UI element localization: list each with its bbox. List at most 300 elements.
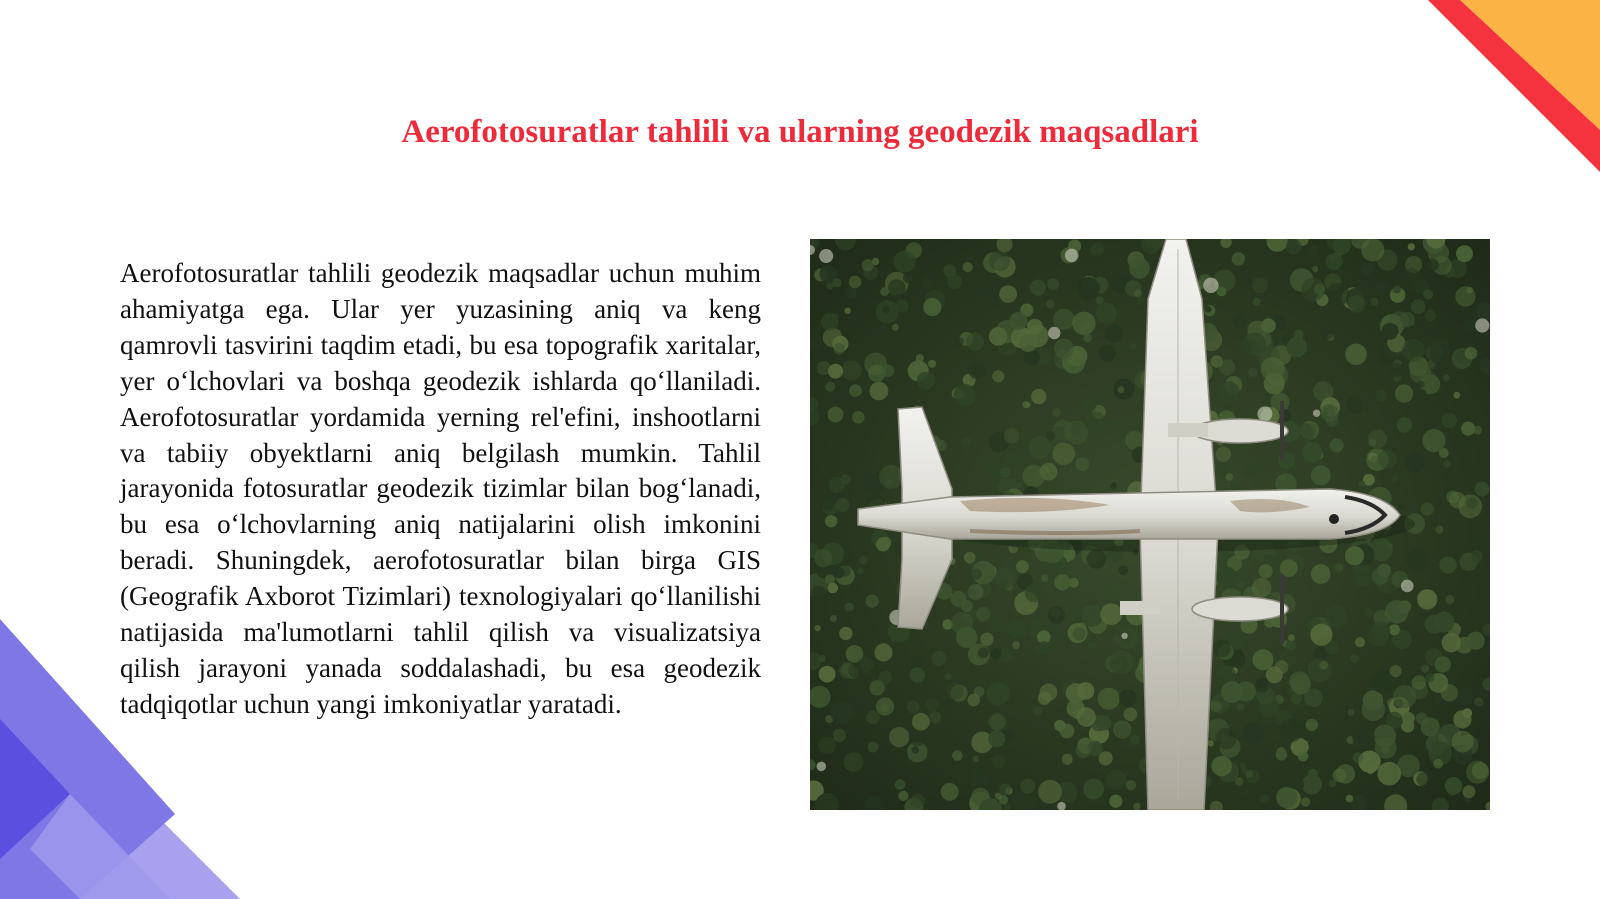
tree-crown [999,285,1017,303]
tree-crown [981,281,1002,302]
tree-crown [1113,720,1131,738]
tree-crown [1130,734,1140,744]
tree-crown [1329,780,1336,787]
tree-crown [840,475,850,485]
tree-crown [1279,719,1303,743]
tree-crown [1433,696,1441,704]
tree-crown [1025,402,1031,408]
tree-crown [1077,707,1096,726]
tree-crown [1321,326,1334,339]
tree-crown [1048,606,1065,623]
tree-crown [1346,397,1363,414]
tree-crown [868,742,879,753]
tree-crown [1091,243,1104,256]
tree-crown [1041,574,1049,582]
tree-crown [888,279,906,297]
light-spot [817,762,827,772]
tree-crown [1378,450,1397,469]
tree-crown [1256,250,1273,267]
tree-crown [1020,779,1035,794]
tree-crown [976,607,991,622]
tree-crown [882,364,895,377]
tree-crown [990,618,1004,632]
light-spot [1313,410,1320,417]
tree-crown [852,411,865,424]
tree-crown [1046,300,1055,309]
light-spot [1203,278,1218,293]
tree-crown [1205,306,1212,313]
tree-crown [1363,756,1369,762]
tree-crown [849,276,862,289]
tree-crown [848,663,863,678]
tree-crown [1330,439,1344,453]
tree-crown [1326,253,1343,270]
tree-crown [1287,337,1308,358]
tree-crown [1346,795,1354,803]
tree-crown [1377,762,1401,786]
tree-crown [1025,583,1044,602]
tree-crown [1259,794,1269,804]
tree-crown [1370,297,1379,306]
tree-crown [1000,581,1013,594]
tree-crown [1276,749,1287,760]
tree-crown [980,633,993,646]
tree-crown [1433,611,1454,632]
tree-crown [970,769,987,786]
tree-crown [1350,654,1359,663]
tree-crown [1433,759,1443,769]
tree-crown [1242,332,1266,356]
tree-crown [1382,323,1399,340]
tree-crown [1028,436,1051,459]
tree-crown [987,682,1010,705]
tree-crown [1261,357,1285,381]
tree-crown [1052,408,1061,417]
tree-crown [995,793,1002,800]
tree-crown [1376,282,1388,294]
slide-title: Aerofotosuratlar tahlili va ularning geodezik maqsadlari [401,114,1199,150]
tree-crown [844,308,851,315]
tree-crown [1411,299,1426,314]
tree-crown [945,699,953,707]
tree-crown [876,537,890,551]
tree-crown [810,586,827,603]
tree-crown [1073,627,1086,640]
tree-crown [859,556,868,565]
tree-crown [973,756,979,762]
tree-crown [1237,703,1245,711]
tree-crown [992,755,1005,768]
tree-crown [862,259,874,271]
tree-crown [1427,259,1439,271]
tree-crown [1077,277,1100,300]
tree-crown [1248,368,1257,377]
tree-crown [1253,298,1261,306]
tree-crown [990,648,1001,659]
tree-crown [1054,574,1070,590]
tree-crown [1110,483,1117,490]
tree-crown [952,750,963,761]
tree-crown [1310,624,1332,646]
tree-crown [830,615,837,622]
light-spot [1065,249,1079,263]
tree-crown [911,733,924,746]
tree-crown [1083,334,1092,343]
tree-crown [883,306,890,313]
tree-crown [828,583,839,594]
tree-crown [1252,578,1272,598]
tree-crown [1004,804,1011,810]
tree-crown [866,595,879,608]
tree-crown [1466,497,1477,508]
tree-crown [1417,389,1427,399]
corner-decoration-top-right [1400,0,1600,200]
tree-crown [893,251,915,273]
tree-crown [1288,634,1295,641]
tree-crown [1235,777,1243,785]
tree-crown [1031,389,1046,404]
tree-crown [912,655,924,667]
tree-crown [1311,564,1331,584]
tree-crown [1211,355,1223,367]
tree-crown [956,627,977,648]
tree-crown [1276,787,1297,808]
tree-crown [833,729,846,742]
tree-crown [1311,465,1331,485]
tree-crown [1107,419,1114,426]
tree-crown [971,568,982,579]
tree-crown [1393,285,1401,293]
tree-crown [1096,296,1104,304]
tree-crown [1368,429,1387,448]
tree-crown [835,498,849,512]
tree-crown [825,382,835,392]
tree-crown [1217,381,1240,404]
tree-crown [1308,658,1332,682]
tree-crown [945,673,952,680]
tree-crown [1060,724,1075,739]
tree-crown [1452,731,1474,753]
tree-crown [1457,442,1466,451]
body-paragraph: Aerofotosuratlar tahlili geodezik maqsadlar uchun muhim ahamiyatga ega. Ular yer yuzasining aniq va keng qamrovli tasvirini taqdim etadi, bu esa topografik xaritalar, yer o‘lchovlari va boshqa geodezik ishlarda qo‘llaniladi. Aerofotosuratlar yordamida yerning rel'efini, inshootlarni va tabiiy obyektlarni aniq belgilash mumkin. Tahlil jarayonida fotosuratlar geodezik tizimlar bilan bog‘lanadi, bu esa o‘lchovlarning aniq natijalarini olish imkonini beradi. Shuningdek, aerofotosuratlar bilan birga GIS (Geografik Axborot Tizimlari) texnologiyalari qo‘llanilishi natijasida ma'lumotlarni tahlil qilish va visualizatsiya qilish jarayoni yanada soddalashadi, bu esa geodezik tadqiqotlar uchun yangi imkoniyatlar yaratadi. [120,258,761,719]
tree-crown [1215,728,1236,749]
tree-crown [1461,422,1475,436]
tree-crown [1353,752,1364,763]
tree-crown [1377,564,1390,577]
tree-crown [1321,404,1339,422]
tree-crown [1352,727,1375,750]
tree-crown [925,698,939,712]
tree-crown [844,752,864,772]
aerial-airplane-photo [810,239,1490,810]
tree-crown [1443,374,1450,381]
tree-crown [1408,243,1415,250]
tree-crown [1109,795,1122,808]
tree-crown [917,372,935,390]
tree-crown [870,302,877,309]
tree-crown [1462,785,1475,798]
tree-crown [1053,309,1074,330]
tree-crown [1007,619,1027,639]
tree-crown [1397,417,1413,433]
tree-crown [964,552,976,564]
tree-crown [1000,467,1011,478]
tree-crown [1004,452,1019,467]
tree-crown [1355,637,1365,647]
tree-crown [834,343,846,355]
tree-crown [814,625,820,631]
tree-crown [931,651,946,666]
tree-crown [1421,502,1434,515]
tree-crown [1134,290,1142,298]
tree-crown [1361,262,1375,276]
light-spot [1257,406,1272,421]
tree-crown [1098,688,1120,710]
tree-crown [1425,310,1437,322]
tree-crown [1111,656,1128,673]
tree-crown [1445,595,1454,604]
tree-crown [903,273,913,283]
tree-crown [1456,245,1473,262]
tree-crown [845,603,854,612]
tree-crown [859,450,867,458]
tree-crown [1402,339,1425,362]
tree-crown [912,713,930,731]
tree-crown [1325,605,1348,628]
tree-crown [1425,673,1434,682]
tree-crown [1465,347,1478,360]
tree-crown [1105,325,1123,343]
tree-crown [947,274,962,289]
tree-crown [819,655,826,662]
tree-crown [1467,287,1473,293]
tree-crown [1366,765,1375,774]
tree-crown [1319,661,1328,670]
tree-crown [1439,556,1456,573]
tree-crown [988,713,1006,731]
tree-crown [1137,297,1146,306]
tree-crown [1258,564,1272,578]
tree-crown [1400,268,1422,290]
tree-crown [1211,756,1232,777]
tree-crown [1435,525,1443,533]
tree-crown [1016,560,1029,573]
tree-crown [1233,314,1247,328]
tree-crown [1113,635,1122,644]
tree-crown [1216,567,1237,588]
tree-crown [839,627,852,640]
tree-crown [1033,707,1042,716]
tree-crown [1398,503,1405,510]
tree-crown [1373,725,1396,748]
tree-crown [1395,384,1413,402]
tree-crown [954,384,976,406]
tree-crown [929,711,941,723]
tree-crown [1054,357,1060,363]
tree-crown [1255,678,1269,692]
tree-crown [1062,754,1073,765]
tree-crown [876,697,894,715]
tree-crown [1467,632,1485,650]
tree-crown [1421,665,1429,673]
tree-crown [892,324,899,331]
tree-crown [866,710,880,724]
tree-crown [832,278,841,287]
tree-crown [1361,239,1384,262]
tree-crown [1130,343,1137,350]
tree-crown [849,384,862,397]
tree-crown [1119,689,1136,706]
tree-crown [1038,780,1062,804]
tree-crown [1087,549,1107,569]
tree-crown [1012,641,1020,649]
tree-crown [1381,746,1389,754]
tree-crown [947,683,964,700]
tree-crown [912,746,919,753]
tree-crown [1019,334,1037,352]
tree-crown [962,437,972,447]
tree-crown [1390,363,1404,377]
tree-crown [828,364,843,379]
tree-crown [870,382,889,401]
tree-crown [1096,303,1117,324]
tree-crown [1291,675,1311,695]
tree-crown [1126,780,1136,790]
tree-crown [1004,428,1019,443]
tree-crown [1306,719,1318,731]
tree-crown [1359,481,1366,488]
tree-crown [1393,685,1416,708]
tree-crown [1410,362,1431,383]
tree-crown [1052,442,1075,465]
tree-crown [819,666,836,683]
tree-crown [1372,621,1390,639]
tree-crown [967,694,980,707]
tree-crown [1253,649,1274,670]
tree-crown [1298,751,1309,762]
tree-crown [1312,266,1318,272]
tree-crown [1417,381,1425,389]
tree-crown [879,465,903,489]
tree-crown [1075,457,1089,471]
tree-crown [1327,283,1350,306]
tree-crown [1456,687,1474,705]
tree-crown [828,407,844,423]
tree-crown [1445,777,1463,795]
tree-crown [1365,607,1375,617]
tree-crown [1242,723,1264,745]
tree-crown [830,701,853,724]
tree-crown [923,298,941,316]
tree-crown [1072,312,1095,335]
tree-crown [1348,295,1366,313]
tree-crown [1435,656,1451,672]
tree-crown [1462,708,1472,718]
tree-crown [1442,413,1457,428]
tree-crown [1453,392,1460,399]
tree-crown [1133,803,1140,810]
tree-crown [1124,708,1138,722]
tree-crown [1422,429,1445,452]
tree-crown [1221,681,1243,703]
tree-crown [1332,563,1343,574]
tree-crown [1412,653,1418,659]
tree-crown [1412,675,1427,690]
tree-crown [1301,797,1310,806]
tree-crown [1246,770,1254,778]
tree-crown [961,600,973,612]
tree-crown [989,251,1010,272]
tree-crown [997,479,1011,493]
tree-crown [841,360,862,381]
tree-crown [1232,252,1246,266]
tree-crown [821,313,838,330]
tree-crown [1275,660,1289,674]
tree-crown [956,338,963,345]
tree-crown [857,568,864,575]
tree-crown [1030,280,1046,296]
tree-crown [818,737,836,755]
tree-crown [1417,589,1437,609]
tree-crown [1088,641,1097,650]
light-spot [1048,327,1060,339]
tree-crown [1099,345,1116,362]
tree-crown [814,549,832,567]
tree-crown [1301,278,1325,302]
tree-crown [1354,589,1361,596]
tree-crown [1302,442,1322,462]
tree-crown [1308,769,1318,779]
tree-crown [941,783,959,801]
tree-crown [1376,390,1387,401]
tree-crown [1423,289,1433,299]
tree-crown [988,730,1005,747]
tree-crown [1016,483,1022,489]
tree-crown [966,332,984,350]
tree-crown [1416,772,1430,786]
tree-crown [1474,697,1483,706]
tree-crown [1069,423,1081,435]
tree-crown [1308,245,1320,257]
tree-crown [1286,239,1302,254]
tree-crown [1370,456,1380,466]
tree-crown [1207,740,1213,746]
tree-crown [1081,605,1103,627]
tree-crown [1226,473,1234,481]
light-spot [1121,633,1127,639]
tree-crown [1038,641,1051,654]
tree-crown [1345,546,1364,565]
tree-crown [1261,318,1276,333]
tree-crown [1291,693,1303,705]
tree-crown [1402,712,1415,725]
tree-crown [820,494,835,509]
tree-crown [833,567,845,579]
tree-crown [1210,701,1221,712]
tree-crown [1129,258,1150,279]
tree-crown [1471,550,1483,562]
tree-crown [1085,411,1107,433]
tree-crown [968,584,984,600]
tree-crown [1096,715,1112,731]
tree-crown [1237,582,1244,589]
tree-crown [1106,770,1127,791]
tree-crown [1286,641,1296,651]
tree-crown [1103,582,1120,599]
tree-crown [1472,762,1489,779]
tree-crown [1242,461,1259,478]
light-spot [1401,580,1414,593]
